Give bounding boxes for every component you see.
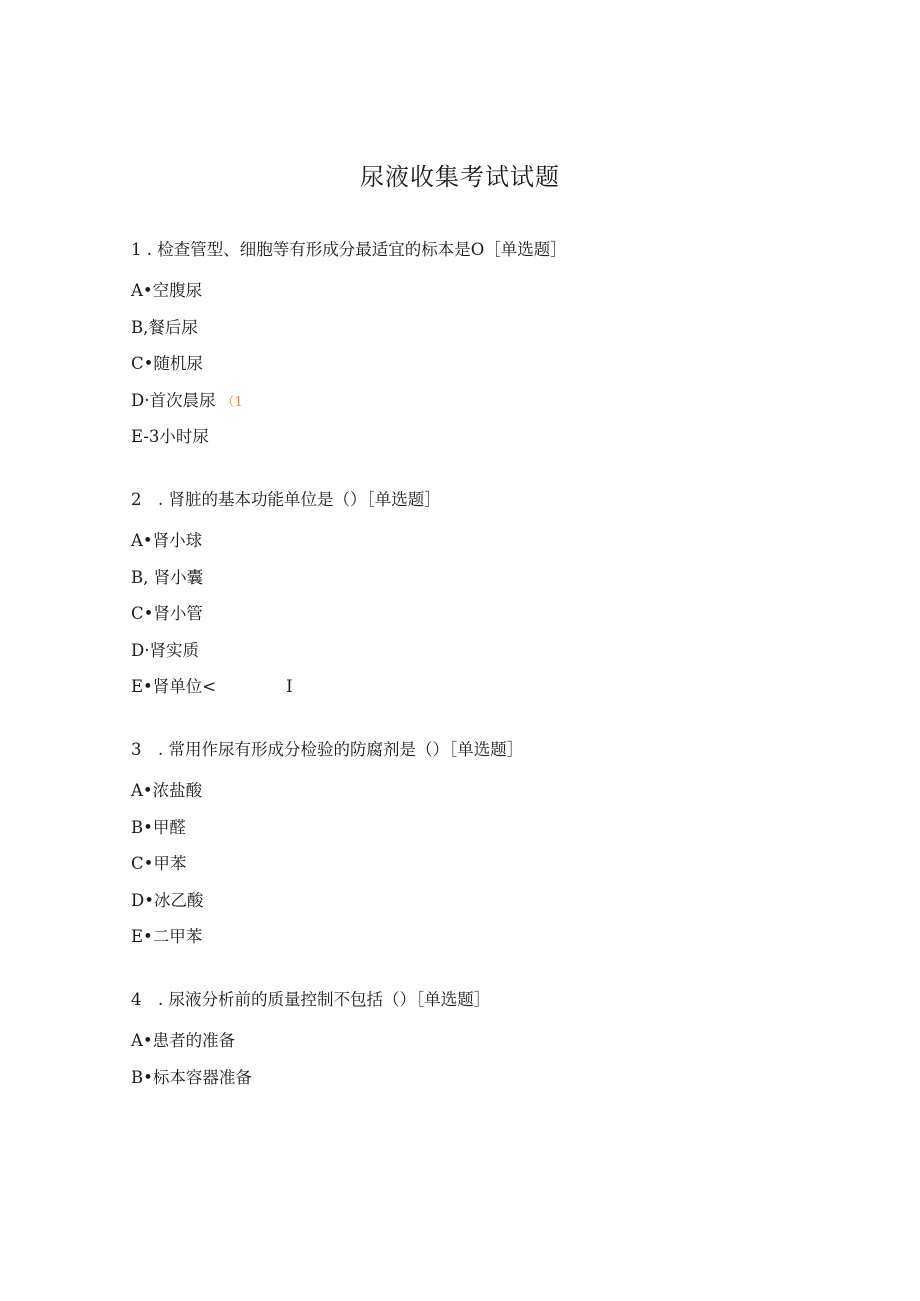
option-d [131, 637, 831, 665]
option-d [131, 387, 831, 415]
question-3 [131, 736, 831, 951]
option-text: B,餐后尿 [131, 317, 198, 337]
option-b [131, 314, 831, 342]
option-a [131, 527, 831, 555]
option-text: B•标本容器准备 [131, 1067, 252, 1087]
option-text: A•患者的准备 [131, 1031, 236, 1050]
option-text: E•肾单位< [131, 677, 217, 696]
option-b [131, 564, 831, 592]
answer-mark: （1 [221, 394, 243, 410]
question-1 [131, 236, 831, 451]
option-text: C•随机尿 [131, 354, 203, 373]
option-c [131, 850, 831, 878]
option-text: A•浓盐酸 [131, 781, 203, 800]
option-a [131, 777, 831, 805]
question-4 [131, 986, 831, 1092]
question-2 [131, 486, 831, 701]
option-text: C•甲苯 [131, 854, 187, 873]
option-a [131, 277, 831, 305]
option-text: D·肾实质 [131, 640, 199, 660]
question-stem: 3 . 常用作尿有形成分检验的防腐剂是（）［单选题］ [131, 740, 524, 759]
text-cursor-mark: I [286, 677, 293, 696]
option-text: D·首次晨尿 [131, 390, 216, 410]
option-c [131, 600, 831, 628]
option-text: B•甲醛 [131, 817, 186, 837]
question-stem: 2 . 肾脏的基本功能单位是（）［单选题］ [131, 490, 441, 509]
option-e [131, 423, 831, 451]
page-title: 尿液收集考试试题 [360, 163, 560, 191]
option-text: D•冰乙酸 [131, 890, 204, 910]
option-text: C•肾小管 [131, 604, 203, 623]
option-a [131, 1027, 831, 1055]
option-b [131, 814, 831, 842]
option-text: A•空腹尿 [131, 281, 203, 300]
option-c [131, 350, 831, 378]
option-e [131, 923, 831, 951]
option-e [131, 673, 831, 701]
option-d [131, 887, 831, 915]
option-b [131, 1064, 831, 1092]
option-text: E•二甲苯 [131, 927, 203, 946]
option-text: E-3小时尿 [131, 427, 209, 446]
question-stem: 4 . 尿液分析前的质量控制不包括（）［单选题］ [131, 990, 491, 1009]
option-text: B, 肾小囊 [131, 567, 204, 587]
option-text: A•肾小球 [131, 531, 203, 550]
question-stem: 1 . 检查管型、细胞等有形成分最适宜的标本是O［单选题］ [131, 240, 567, 259]
question-list [131, 236, 831, 1127]
